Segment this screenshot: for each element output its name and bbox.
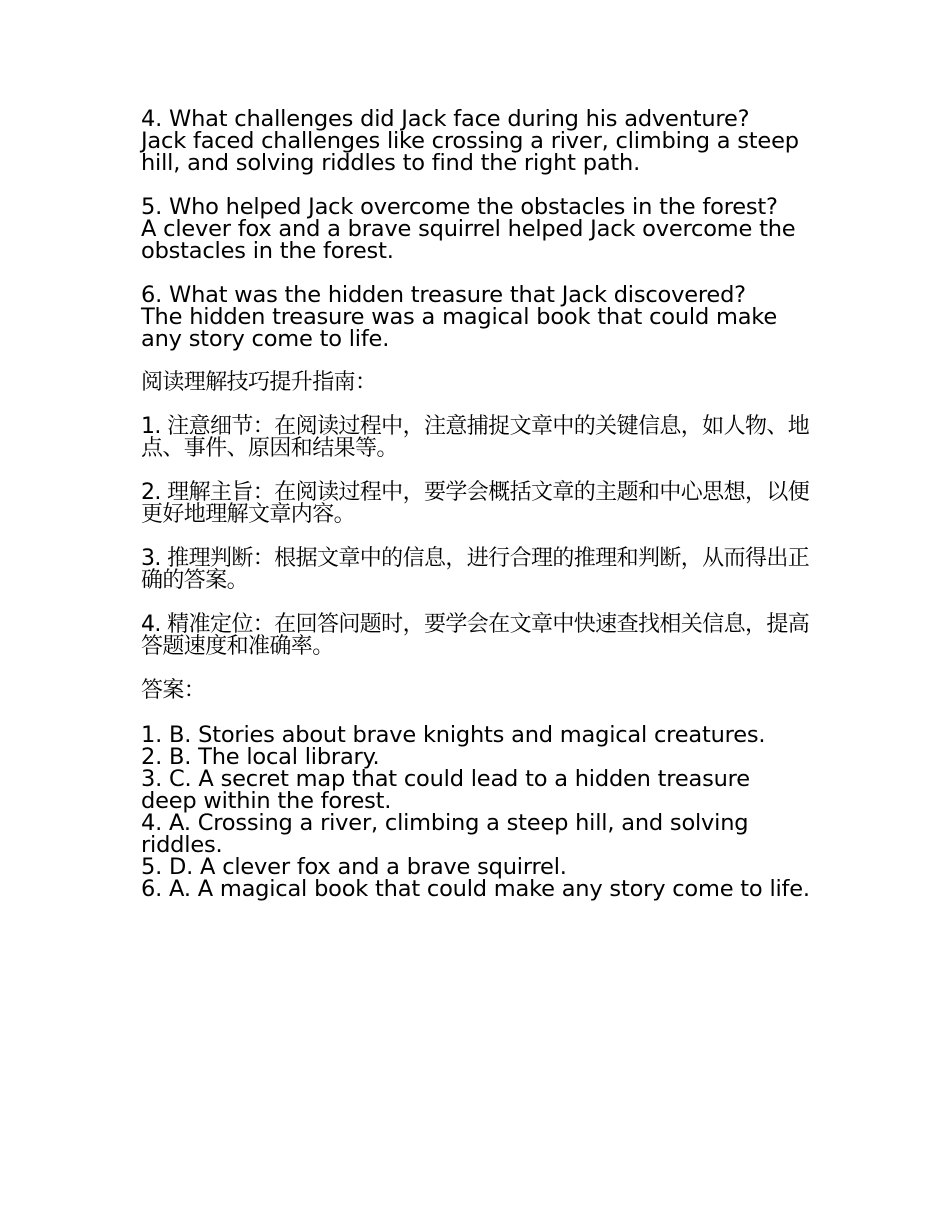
tips-heading: 阅读理解技巧提升指南： [141,370,377,395]
document-page [141,108,811,900]
answer-key-item: 1. B. Stories about brave knights and magical creatures. [141,722,766,748]
answer-4: Jack faced challenges like crossing a river, climbing a steep hill, and solving riddles to find the right path. [141,128,806,176]
qa-block-4 [141,108,811,174]
tip-item-2: 2. 理解主旨：在阅读过程中，要学会概括文章的主题和中心思想，以便更好地理解文章内容。 [141,480,810,527]
qa-block-5 [141,196,811,262]
answer-key-item: 6. A. A magical book that could make any story come to life. [141,876,810,902]
qa-block-6 [141,284,811,350]
answer-6: The hidden treasure was a magical book that could make any story come to life. [141,304,784,352]
question-4: 4. What challenges did Jack face during his adventure? [141,106,750,132]
answer-key-item: 5. D. A clever fox and a brave squirrel. [141,854,567,880]
tip-item-1: 1. 注意细节：在阅读过程中，注意捕捉文章中的关键信息，如人物、地点、事件、原因和结果等。 [141,414,810,461]
answer-key-item: 3. C. A secret map that could lead to a hidden treasure deep within the forest. [141,766,750,814]
answer-key-item: 2. B. The local library. [141,744,380,770]
answer-key-list [141,724,811,900]
answers-heading: 答案： [141,678,206,703]
answer-key-item: 4. A. Crossing a river, climbing a steep hill, and solving riddles. [141,810,749,858]
tip-item-4: 4. 精准定位：在回答问题时，要学会在文章中快速查找相关信息，提高答题速度和准确率。 [141,612,810,659]
question-5: 5. Who helped Jack overcome the obstacles in the forest? [141,194,778,220]
tip-item-3: 3. 推理判断：根据文章中的信息，进行合理的推理和判断，从而得出正确的答案。 [141,546,810,593]
answer-5: A clever fox and a brave squirrel helped Jack overcome the obstacles in the forest. [141,216,803,264]
question-6: 6. What was the hidden treasure that Jack discovered? [141,282,746,308]
